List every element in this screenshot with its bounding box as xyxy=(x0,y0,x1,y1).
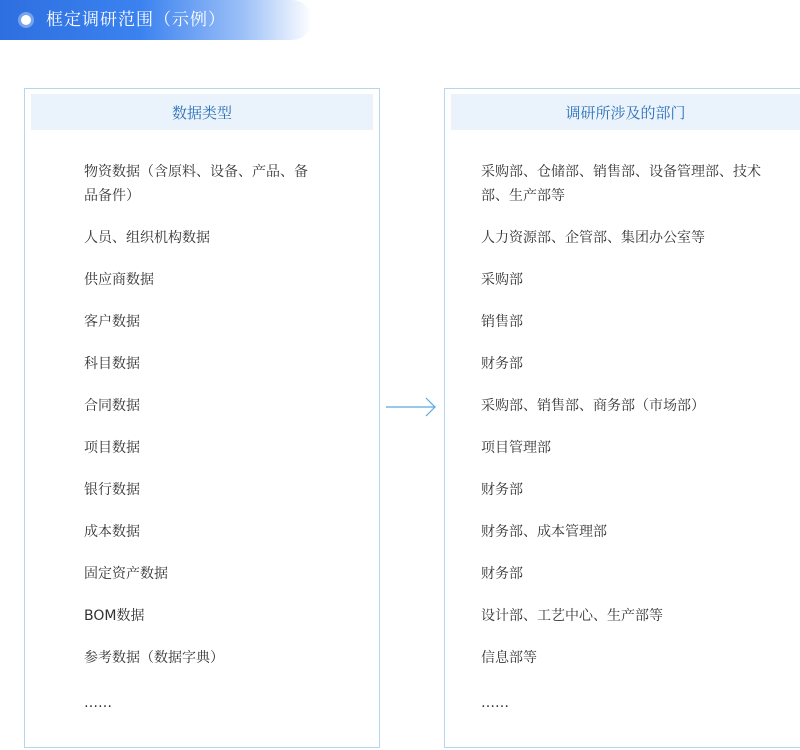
department-item: …… xyxy=(481,695,509,711)
data-type-item: BOM数据 xyxy=(84,608,145,624)
data-type-list xyxy=(25,89,379,747)
department-item: 财务部 xyxy=(481,356,523,372)
department-item: 信息部等 xyxy=(481,650,537,666)
department-item: 销售部 xyxy=(481,314,523,330)
department-item: 项目管理部 xyxy=(481,440,551,456)
data-type-item: 成本数据 xyxy=(84,524,140,540)
data-type-item: 银行数据 xyxy=(84,482,140,498)
data-type-item: 项目数据 xyxy=(84,440,140,456)
department-item: 采购部、仓储部、销售部、设备管理部、技术部、生产部等 xyxy=(481,164,761,204)
data-type-item: 合同数据 xyxy=(84,398,140,414)
department-item: 财务部 xyxy=(481,566,523,582)
data-type-header: 数据类型 xyxy=(31,94,373,130)
data-type-item: 人员、组织机构数据 xyxy=(84,230,210,246)
department-item: 设计部、工艺中心、生产部等 xyxy=(481,608,663,624)
data-type-item: 客户数据 xyxy=(84,314,140,330)
data-type-panel xyxy=(24,88,380,748)
department-panel xyxy=(444,88,800,748)
department-item: 财务部 xyxy=(481,482,523,498)
data-type-item: 固定资产数据 xyxy=(84,566,168,582)
dot-icon xyxy=(21,15,31,25)
data-type-item: 参考数据（数据字典） xyxy=(84,650,224,666)
department-header: 调研所涉及的部门 xyxy=(451,94,800,130)
section-title-banner xyxy=(0,0,312,40)
department-item: 人力资源部、企管部、集团办公室等 xyxy=(481,230,705,246)
arrow-right-icon xyxy=(386,396,438,418)
data-type-item: 供应商数据 xyxy=(84,272,154,288)
department-item: 采购部 xyxy=(481,272,523,288)
data-type-item: …… xyxy=(84,695,112,711)
data-type-item: 物资数据（含原料、设备、产品、备品备件） xyxy=(84,164,308,204)
department-item: 采购部、销售部、商务部（市场部） xyxy=(481,398,705,414)
data-type-item: 科目数据 xyxy=(84,356,140,372)
department-item: 财务部、成本管理部 xyxy=(481,524,607,540)
section-title: 框定调研范围（示例） xyxy=(46,10,226,30)
department-list xyxy=(445,89,800,747)
